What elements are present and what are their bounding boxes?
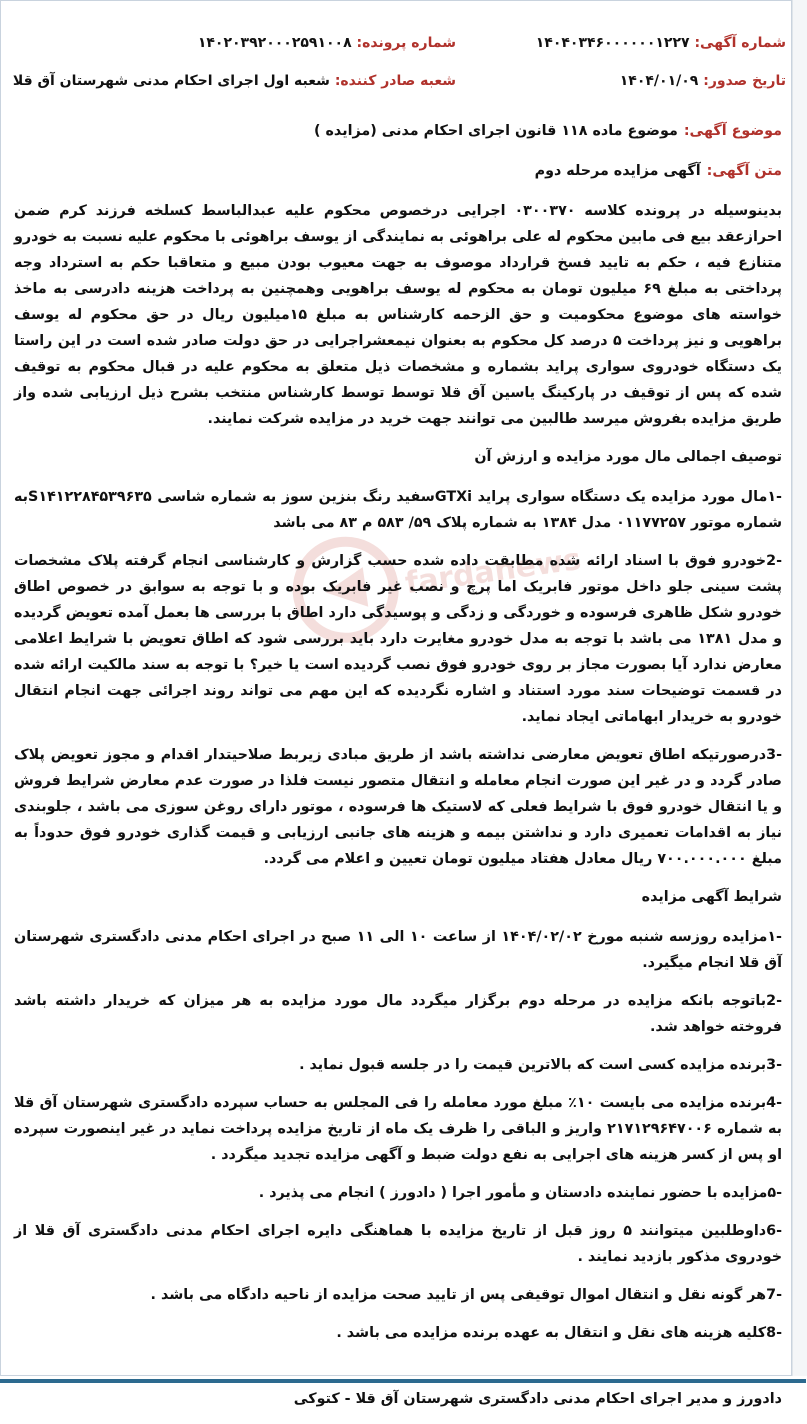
condition-item-3: -3برنده مزایده کسی است که بالاترین قیمت را در جلسه قبول نماید . [299,1057,782,1073]
issuer [13,73,456,89]
case-number [198,35,456,51]
issue-date [620,73,786,89]
condition-item-8: -8کلیه هزینه های نقل و انتقال به عهده برنده مزایده می باشد . [336,1325,782,1341]
notice-text-value: آگهی مزایده مرحله دوم [534,163,701,179]
description-item-2: -2خودرو فوق با اسناد ارائه شده مطابقت داده شده حسب گزارش و کارشناسی انجام گرفته پلاک مشخصات پشت سینی جلو داخل موتور فابریک اما پرچ و نصب غیر فابریک بوده و با توجه به سوابق در خصوص اطاق خودرو شکل ظاهری فرسوده و خوردگی و زدگی و پوسیدگی دارد اطاق با بررسی ها بعمل آمده تعویض گردیده و مدل ۱۳۸۱ می باشد با توجه به مدل خودرو مغایرت دارد باید بررسی شود که اطاق تعویض با شرایط اعلامی معارض ندارد آیا بصورت مجاز بر روی خودرو فوق نصب گردیده است یا خیر؟ با توجه به سند مالکیت ارائه شده در قسمت توضیحات سند مورد استناد و اشاره نگردیده که این مهم می تواند روند اجرائی جهت انجام انتقال خودرو به خریدار ابهاماتی ایجاد نماید. [14,553,782,725]
notice-number-value: ۱۴۰۴۰۳۴۶۰۰۰۰۰۰۱۲۲۷ [535,35,690,51]
issue-date-label: تاریخ صدور: [703,73,786,89]
notice-body [14,118,782,1424]
bottom-divider [0,1376,806,1387]
notice-text-label: متن آگهی: [706,163,782,179]
intro-paragraph: بدینوسیله در پرونده کلاسه ۰۳۰۰۳۷۰ اجرایی درخصوص محکوم علیه عبدالباسط کسلخه فرزند کرم ضمن احرازعقد بیع فی مابین محکوم له علی براهوئی به نمایندگی از یوسف براهوئی با محکوم علیه نسبت به خودرو متنازع فیه ، حکم به تایید فسخ قرارداد موصوف به جهت معیوب بودن مبیع و متعاقبا حکم به استرداد وجه پرداختی به مبلغ ۶۹ میلیون تومان به محکوم له یوسف براهویی وهمچنین به پرداخت هزینه دادرسی به ماخذ خواسته های موضوع محکومیت و حق الزحمه کارشناس به مبلغ ۱۵میلیون ریال در حق محکوم له یوسف براهویی و نیز پرداخت ۵ درصد کل محکوم به بعنوان نیمعشراجرایی در حق دولت صادر شده است در این راستا یک دستگاه خودروی سواری پراید بشماره و مشخصات ذیل متعلق به محکوم علیه در قبال محکوم به توقیف شده که پس از توقیف در پارکینگ یاسین آق قلا توسط توسط کارشناس منتخب بشرح ذیل ارزیابی شده واز طریق مزایده بفروش میرسد طالبین می توانند جهت خرید در مزایده شرکت نمایند. [14,203,782,427]
condition-item-4: -4برنده مزایده می بایست ۱۰٪ مبلغ مورد معامله را فی المجلس به حساب سپرده دادگستری شهرستان آق قلا به شماره ۲۱۷۱۲۹۶۴۷۰۰۶ واریز و الباقی را ظرف یک ماه از تاریخ مزایده پرداخت نماید در غیر اینصورت سپرده او پس از کسر هزینه های اجرایی به نفع دولت ضبط و آگهی مزایده تجدید میگردد . [14,1095,782,1163]
scrollbar-track[interactable] [792,0,807,1376]
conditions-heading: شرایط آگهی مزایده [641,889,782,905]
issuer-label: شعبه صادر کننده: [334,73,456,89]
condition-item-1: -۱مزایده روزسه شنبه مورخ ۱۴۰۴/۰۲/۰۲ از ساعت ۱۰ الی ۱۱ صبح در اجرای احکام مدنی دادگستری شهرستان آق قلا انجام میگیرد. [14,929,782,971]
case-number-label: شماره پرونده: [356,35,456,51]
condition-item-7: -7هر گونه نقل و انتقال اموال توقیفی پس از تایید صحت مزایده از ناحیه دادگاه می باشد . [150,1287,782,1303]
description-item-3: -3درصورتیکه اطاق تعویض معارضی نداشته باشد از طریق مبادی زیربط صلاحیتدار اقدام و مجوز تعویض پلاک صادر گردد و در غیر این صورت انجام معامله و انتقال متصور نیست فلذا در صورت عدم معارض شرایط فروش و یا انتقال خودرو فوق با شرایط فعلی که لاستیک ها فرسوده ، موتور دارای روغن سوزی می باشد ، جلوبندی نیاز به اقدامات تعمیری دارد و نداشتن بیمه و هزینه های جانبی ارزیابی و قیمت گذاری خودرو فوق حدوداً به مبلغ ۷۰۰.۰۰۰.۰۰۰ ریال معادل هفتاد میلیون تومان تعیین و اعلام می گردد. [14,747,782,867]
issuer-value: شعبه اول اجرای احکام مدنی شهرستان آق قلا [12,73,330,89]
subject-label: موضوع آگهی: [683,123,782,139]
description-heading: توصیف اجمالی مال مورد مزایده و ارزش آن [474,449,782,465]
description-item-1: -۱مال مورد مزایده یک دستگاه سواری پراید GTXiسفید رنگ بنزین سوز به شماره شاسی S۱۴۱۲۲۸۴۵۳۹۶۳۵به شماره موتور ۰۱۱۷۷۲۵۷ مدل ۱۳۸۴ به شماره پلاک ۵۹/ ۵۸۳ م ۸۳ می باشد [14,489,782,531]
subject-value: موضوع ماده ۱۱۸ قانون اجرای احکام مدنی (مزایده ) [313,123,678,139]
condition-item-6: -6داوطلبین میتوانند ۵ روز قبل از تاریخ مزایده با هماهنگی دایره اجرای احکام مدنی دادگستری آق قلا از خودروی مذکور بازدید نمایند . [14,1223,782,1265]
subject-line [14,118,782,144]
condition-item-2: -2باتوجه بانکه مزایده در مرحله دوم برگزار میگردد مال مورد مزایده به هر میزان که خریدار داشته باشد فروخته خواهد شد. [14,993,782,1035]
notice-number-label: شماره آگهی: [694,35,786,51]
notice-text-line [14,158,782,184]
notice-number [536,35,786,51]
case-number-value: ۱۴۰۲۰۳۹۲۰۰۰۲۵۹۱۰۰۸ [197,35,352,51]
issue-date-value: ۱۴۰۴/۰۱/۰۹ [619,73,699,89]
bottom-bar [0,1379,806,1383]
signature-line: دادورز و مدیر اجرای احکام مدنی دادگستری شهرستان آق قلا - کتوکی [293,1391,782,1407]
condition-item-5: -۵مزایده با حضور نماینده دادستان و مأمور اجرا ( دادورز ) انجام می پذیرد . [258,1185,782,1201]
